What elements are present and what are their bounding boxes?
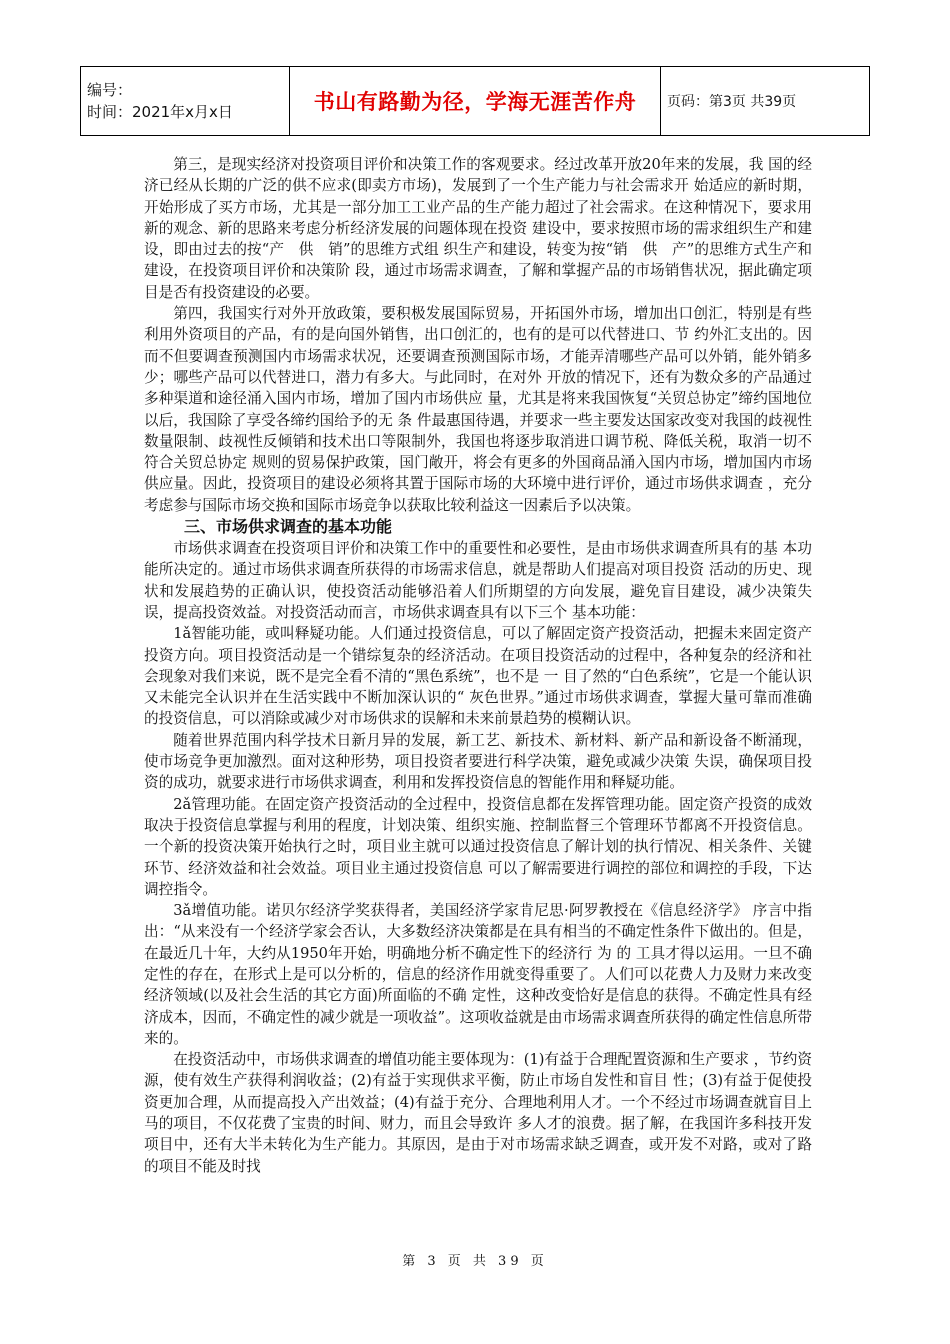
page-footer: 第 3 页 共 39 页 xyxy=(402,1254,548,1269)
paragraph-technology-development: 随着世界范围内科学技术日新月异的发展，新工艺、新技术、新材料、新产品和新设备不断涌现，使市场竞争更加激烈。面对这种形势，项目投资者要进行科学决策，避免或减少决策 失误，确保项目投资的成功，就要求进行市场供求调查，利用和发挥投资信息的智能作用和释疑功能。 xyxy=(144,731,812,792)
paragraph-intelligence-function: 1ǎ智能功能，或叫释疑功能。人们通过投资信息，可以了解固定资产投资活动，把握未来固定资产投资方向。项目投资活动是一个错综复杂的经济活动。在项目投资活动的过程中，各种复杂的经济和社会现象对我们来说，既不是完全看不清的“黑色系统”，也不是 一 目了然的“白色系统”，它是一个能认识又未能完全认识并在生活实践中不断加深认识的“ 灰色世界。”通过市场供求调查，掌握大量可靠而准确的投资信息，可以消除或减少对市场供求的误解和未来前景趋势的模糊认识。 xyxy=(144,625,812,728)
paragraph-value-added-function: 3ǎ增值功能。诺贝尔经济学奖获得者，美国经济学家肯尼思·阿罗教授在《信息经济学》 序言中指出：“从来没有一个经济学家会否认，大多数经济决策都是在具有相当的不确定性条件下做出的。但是，在最近几十年，大约从1950年开始，明确地分析不确定性下的经济行 为 的 工具才得以运用。一旦不确定性的存在，在形式上是可以分析的，信息的经济作用就变得重要了。人们可以花费人力及财力来改变经济领域(以及社会生活的其它方面)所面临的不确 定性，这种改变恰好是信息的获得。不确定性具有经济成本，因而，不确定性的减少就是一项收益”。这项收益就是由市场需求调查所获得的确定性信息所带来的。 xyxy=(144,902,812,1047)
header-page-info: 页码：第3页 共39页 xyxy=(661,67,870,136)
document-time-label: 时间：2021年x月x日 xyxy=(87,103,233,121)
paragraph-function-intro: 市场供求调查在投资项目评价和决策工作中的重要性和必要性，是由市场供求调查所具有的基 本功能所决定的。通过市场供求调查所获得的市场需求信息，就是帮助人们提高对项目投资 活动的历史、现状和发展趋势的正确认识，使投资活动能够沿着人们所期望的方向发展，避免盲目建设，减少决策失误，提高投资效益。对投资活动而言，市场供求调查具有以下三个 基本功能： xyxy=(144,540,812,621)
header-left-cell xyxy=(81,67,290,136)
header-motto: 书山有路勤为径，学海无涯苦作舟 xyxy=(290,67,661,136)
document-number-label: 编号： xyxy=(87,81,133,99)
paragraph-fourth-reason: 第四，我国实行对外开放政策，要积极发展国际贸易，开拓国外市场，增加出口创汇，特别是有些利用外资项目的产品，有的是向国外销售，出口创汇的，也有的是可以代替进口、节 约外汇支出的。因而不但要调查预测国内市场需求状况，还要调查预测国际市场，才能弄清哪些产品可以外销，能外销多少；哪些产品可以代替进口，潜力有多大。与此同时，在对外 开放的情况下，还有为数众多的产品通过多种渠道和途径涌入国内市场，增加了国内市场供应 量，尤其是将来我国恢复“关贸总协定”缔约国地位以后，我国除了享受各缔约国给予的无 条 件最惠国待遇，并要求一些主要发达国家改变对我国的歧视性数量限制、歧视性反倾销和技术出口等限制外，我国也将逐步取消进口调节税、降低关税，取消一切不符合关贸总协定 规则的贸易保护政策，国门敞开，将会有更多的外国商品涌入国内市场，增加国内市场供应量。因此，投资项目的建设必须将其置于国际市场的大环境中进行评价，通过市场供求调查 ，充分考虑参与国际市场交换和国际市场竞争以获取比较利益这一因素后予以决策。 xyxy=(144,305,812,514)
header-table xyxy=(80,66,870,136)
paragraph-value-added-details: 在投资活动中，市场供求调查的增值功能主要体现为：(1)有益于合理配置资源和生产要求 ，节约资源，使有效生产获得利润收益；(2)有益于实现供求平衡，防止市场自发性和盲目 性；(3)有益于促使投资更加合理，从而提高投入产出效益；(4)有益于充分、合理地利用人才。一个不经过市场调查就盲目上马的项目，不仅花费了宝贵的时间、财力，而且会导致许 多人才的浪费。据了解，在我国许多科技开发项目中，还有大半未转化为生产能力。其原因，是由于对市场需求缺乏调查，或开发不对路，或对了路的项目不能及时找 xyxy=(144,1051,812,1175)
document-body xyxy=(144,154,812,1177)
paragraph-management-function: 2ǎ管理功能。在固定资产投资活动的全过程中，投资信息都在发挥管理功能。固定资产投资的成效取决于投资信息掌握与利用的程度，计划决策、组织实施、控制监督三个管理环节都离不开投资信息。一个新的投资决策开始执行之时，项目业主就可以通过投资信息了解计划的执行情况、相关条件、关键环节、经济效益和社会效益。项目业主通过投资信息 可以了解需要进行调控的部位和调控的手段，下达调控指令。 xyxy=(144,795,812,898)
section-heading: 三、市场供求调查的基本功能 xyxy=(184,517,393,537)
paragraph-third-reason: 第三，是现实经济对投资项目评价和决策工作的客观要求。经过改革开放20年来的发展，我 国的经济已经从长期的广泛的供不应求(即卖方市场)，发展到了一个生产能力与社会需求开 始适应的新时期，开始形成了买方市场，尤其是一部分加工工业产品的生产能力超过了社会需求。在这种情况下，要求用新的观念、新的思路来考虑分析经济发展的问题体现在投资 建设中，要求按照市场的需求组织生产和建设，即由过去的按“产 供 销”的思维方式组 织生产和建设，转变为按“销 供 产”的思维方式生产和建设，在投资项目评价和决策阶 段，通过市场需求调查，了解和掌握产品的市场销售状况，据此确定项目是否有投资建设的必要。 xyxy=(144,156,812,301)
